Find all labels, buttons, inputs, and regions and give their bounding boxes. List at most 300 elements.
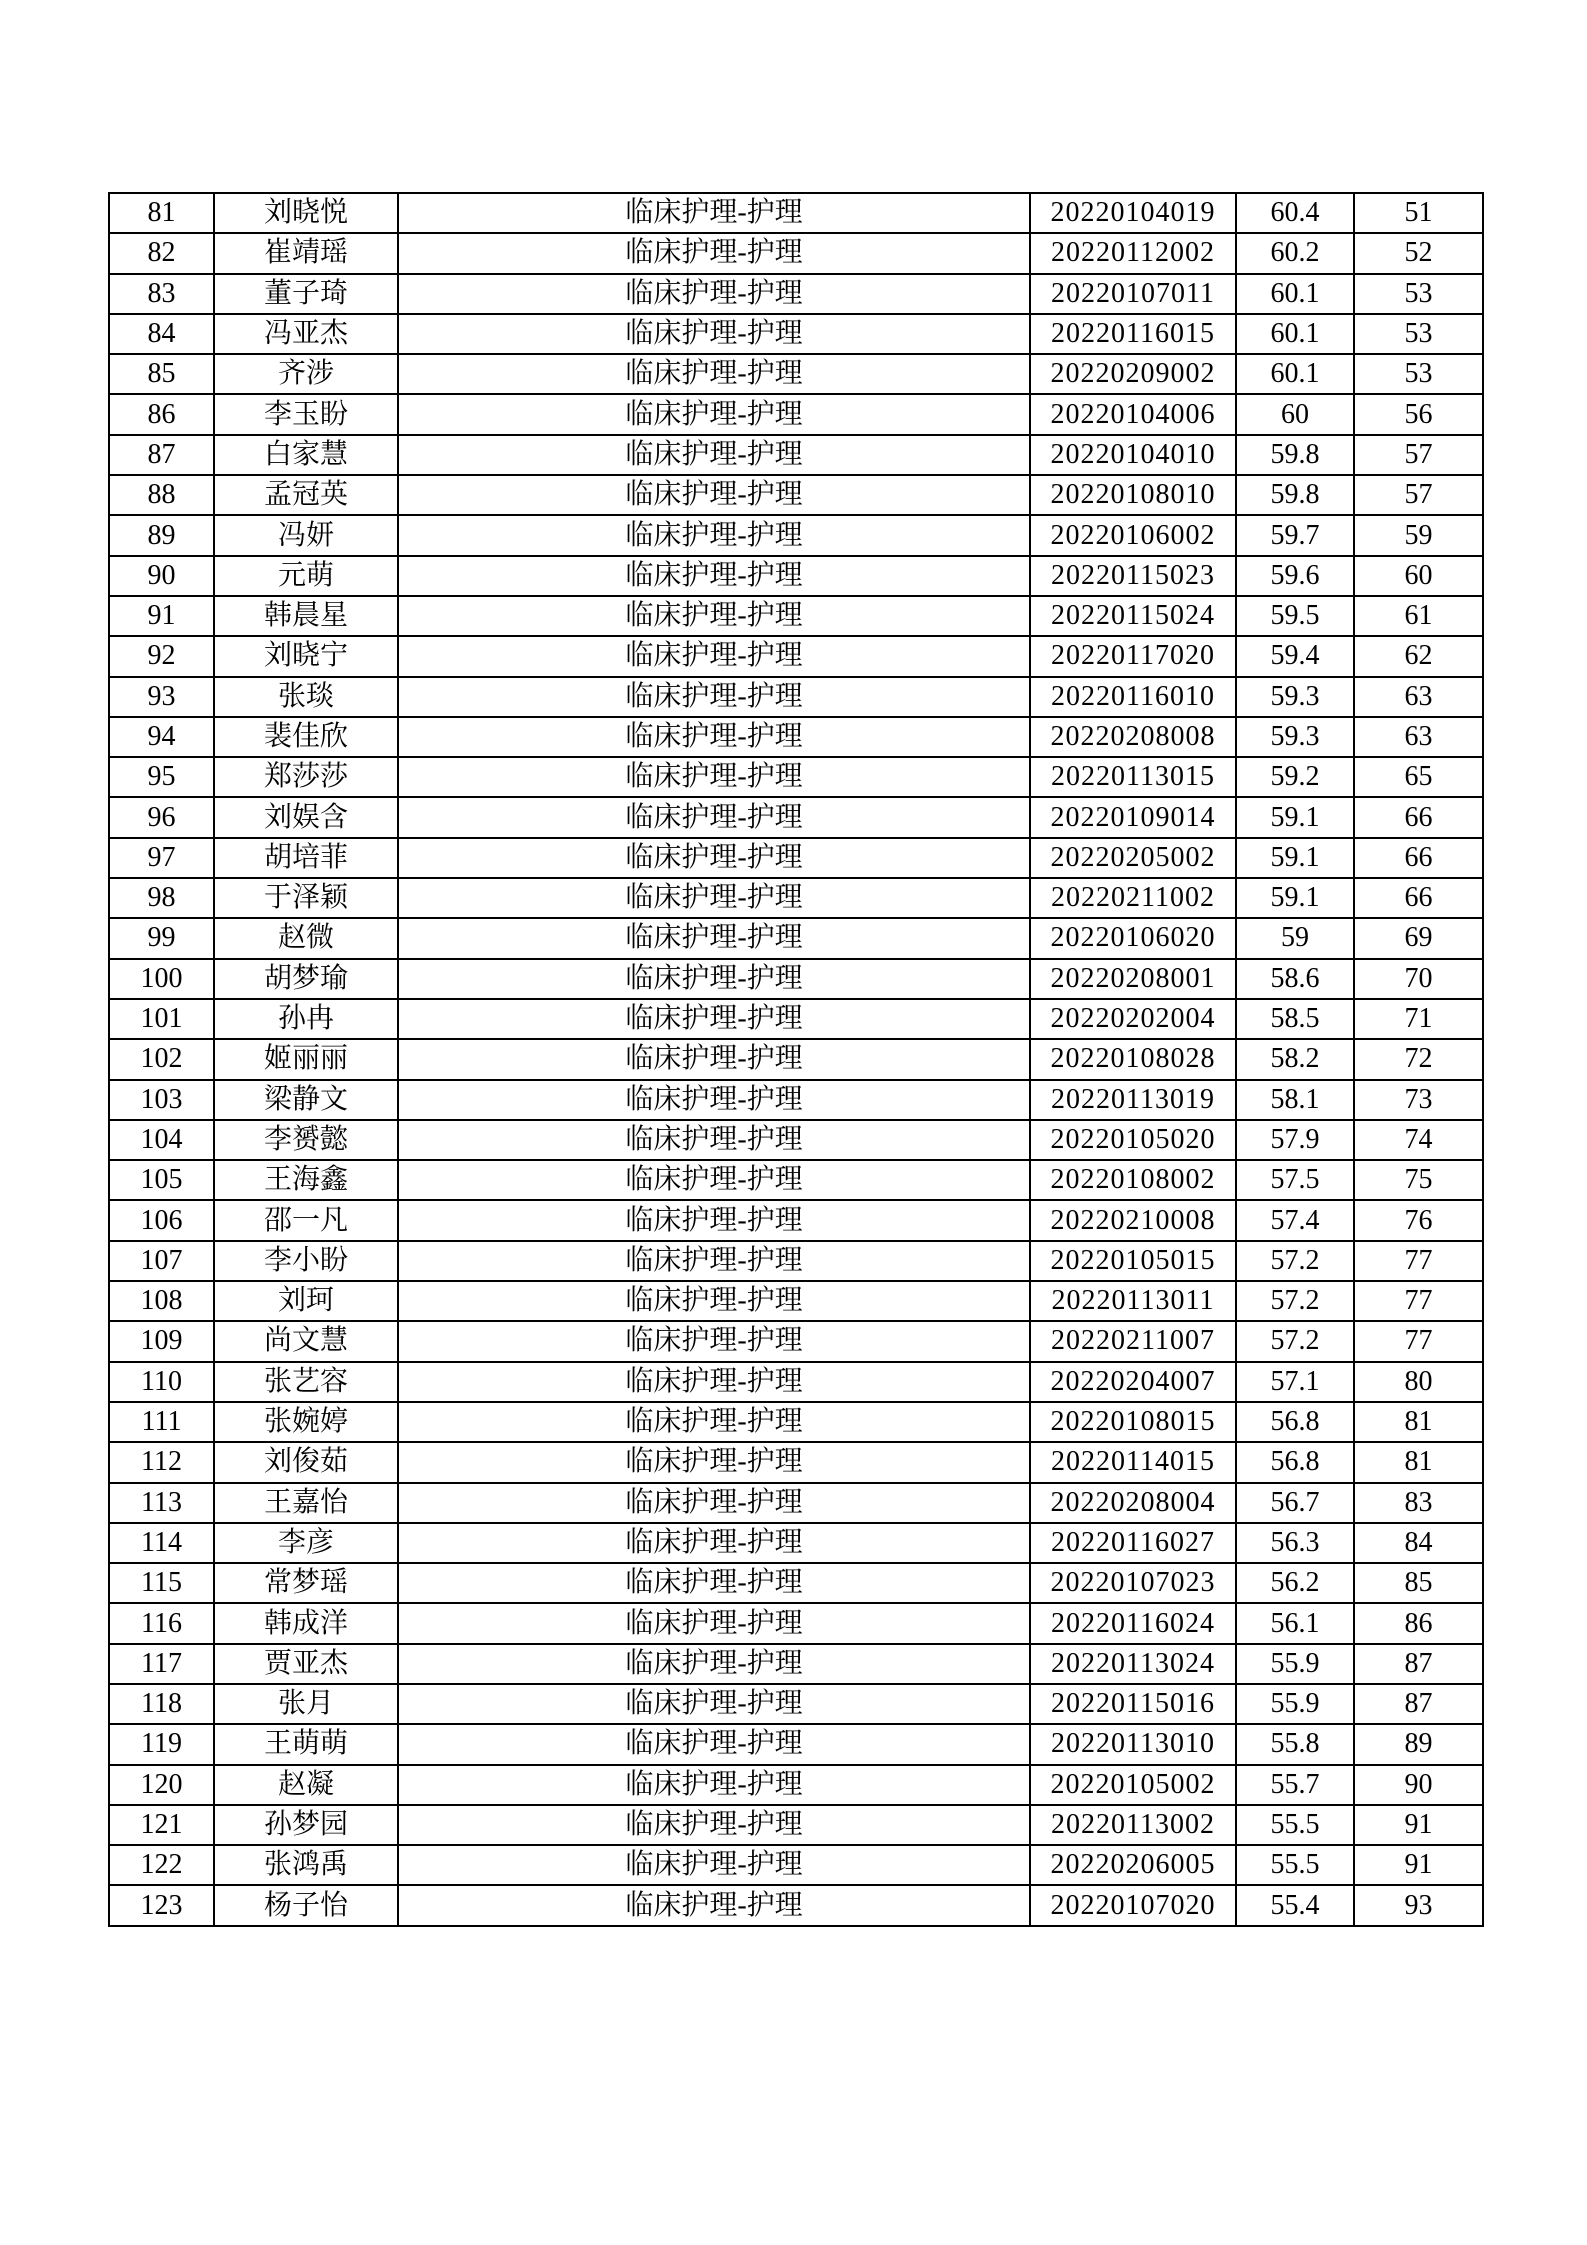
cell-exam-id: 20220115023 <box>1030 556 1236 596</box>
cell-score: 59.3 <box>1236 717 1354 757</box>
table-row <box>109 1483 1483 1523</box>
cell-rank: 91 <box>1354 1845 1483 1885</box>
cell-rank: 69 <box>1354 918 1483 958</box>
cell-index: 94 <box>109 717 214 757</box>
cell-name: 刘娱含 <box>214 797 398 837</box>
table-row <box>109 596 1483 636</box>
cell-rank: 74 <box>1354 1120 1483 1160</box>
cell-rank: 77 <box>1354 1281 1483 1321</box>
cell-name: 孙梦园 <box>214 1805 398 1845</box>
score-table <box>108 192 1484 1927</box>
cell-position: 临床护理-护理 <box>398 838 1030 878</box>
cell-exam-id: 20220108015 <box>1030 1402 1236 1442</box>
cell-index: 82 <box>109 233 214 273</box>
table-row <box>109 1603 1483 1643</box>
cell-position: 临床护理-护理 <box>398 677 1030 717</box>
cell-rank: 75 <box>1354 1160 1483 1200</box>
table-row <box>109 193 1483 233</box>
cell-score: 56.2 <box>1236 1563 1354 1603</box>
cell-name: 赵微 <box>214 918 398 958</box>
cell-position: 临床护理-护理 <box>398 717 1030 757</box>
cell-exam-id: 20220113019 <box>1030 1080 1236 1120</box>
cell-exam-id: 20220206005 <box>1030 1845 1236 1885</box>
cell-score: 59.5 <box>1236 596 1354 636</box>
cell-position: 临床护理-护理 <box>398 1039 1030 1079</box>
table-row <box>109 475 1483 515</box>
cell-rank: 57 <box>1354 435 1483 475</box>
cell-name: 崔靖瑶 <box>214 233 398 273</box>
table-row <box>109 1523 1483 1563</box>
cell-position: 临床护理-护理 <box>398 1845 1030 1885</box>
cell-rank: 63 <box>1354 677 1483 717</box>
cell-name: 张婉婷 <box>214 1402 398 1442</box>
table-row <box>109 636 1483 676</box>
table-row <box>109 1241 1483 1281</box>
cell-position: 临床护理-护理 <box>398 1442 1030 1482</box>
cell-exam-id: 20220202004 <box>1030 999 1236 1039</box>
cell-exam-id: 20220116015 <box>1030 314 1236 354</box>
cell-index: 115 <box>109 1563 214 1603</box>
cell-index: 102 <box>109 1039 214 1079</box>
cell-rank: 59 <box>1354 515 1483 555</box>
cell-score: 60.1 <box>1236 274 1354 314</box>
cell-rank: 87 <box>1354 1684 1483 1724</box>
cell-name: 胡培菲 <box>214 838 398 878</box>
table-row <box>109 999 1483 1039</box>
cell-index: 109 <box>109 1321 214 1361</box>
cell-score: 60.2 <box>1236 233 1354 273</box>
cell-score: 60.1 <box>1236 314 1354 354</box>
table-row <box>109 1805 1483 1845</box>
cell-index: 120 <box>109 1765 214 1805</box>
cell-exam-id: 20220116027 <box>1030 1523 1236 1563</box>
cell-score: 59.6 <box>1236 556 1354 596</box>
cell-position: 临床护理-护理 <box>398 757 1030 797</box>
table-row <box>109 1080 1483 1120</box>
cell-rank: 66 <box>1354 878 1483 918</box>
cell-name: 常梦瑶 <box>214 1563 398 1603</box>
cell-score: 59.2 <box>1236 757 1354 797</box>
cell-position: 临床护理-护理 <box>398 878 1030 918</box>
cell-name: 王海鑫 <box>214 1160 398 1200</box>
cell-index: 99 <box>109 918 214 958</box>
cell-name: 裴佳欣 <box>214 717 398 757</box>
cell-position: 临床护理-护理 <box>398 1080 1030 1120</box>
cell-score: 57.2 <box>1236 1241 1354 1281</box>
cell-position: 临床护理-护理 <box>398 1321 1030 1361</box>
cell-exam-id: 20220115016 <box>1030 1684 1236 1724</box>
table-row <box>109 1442 1483 1482</box>
cell-score: 59.1 <box>1236 838 1354 878</box>
cell-score: 58.5 <box>1236 999 1354 1039</box>
cell-position: 临床护理-护理 <box>398 1885 1030 1925</box>
cell-exam-id: 20220114015 <box>1030 1442 1236 1482</box>
cell-rank: 57 <box>1354 475 1483 515</box>
cell-index: 119 <box>109 1724 214 1764</box>
table-row <box>109 1563 1483 1603</box>
cell-score: 57.5 <box>1236 1160 1354 1200</box>
cell-position: 临床护理-护理 <box>398 636 1030 676</box>
cell-score: 58.1 <box>1236 1080 1354 1120</box>
cell-index: 112 <box>109 1442 214 1482</box>
cell-exam-id: 20220107023 <box>1030 1563 1236 1603</box>
cell-rank: 83 <box>1354 1483 1483 1523</box>
cell-rank: 81 <box>1354 1442 1483 1482</box>
cell-score: 55.4 <box>1236 1885 1354 1925</box>
cell-rank: 77 <box>1354 1321 1483 1361</box>
cell-exam-id: 20220210008 <box>1030 1200 1236 1240</box>
cell-name: 杨子怡 <box>214 1885 398 1925</box>
cell-rank: 53 <box>1354 314 1483 354</box>
cell-score: 55.8 <box>1236 1724 1354 1764</box>
cell-score: 56.8 <box>1236 1402 1354 1442</box>
cell-name: 冯亚杰 <box>214 314 398 354</box>
cell-score: 59 <box>1236 918 1354 958</box>
cell-name: 胡梦瑜 <box>214 959 398 999</box>
cell-index: 103 <box>109 1080 214 1120</box>
table-row <box>109 1885 1483 1925</box>
cell-rank: 93 <box>1354 1885 1483 1925</box>
cell-exam-id: 20220208008 <box>1030 717 1236 757</box>
cell-index: 121 <box>109 1805 214 1845</box>
cell-index: 106 <box>109 1200 214 1240</box>
table-row <box>109 878 1483 918</box>
cell-rank: 61 <box>1354 596 1483 636</box>
cell-score: 57.1 <box>1236 1362 1354 1402</box>
table-row <box>109 314 1483 354</box>
cell-name: 郑莎莎 <box>214 757 398 797</box>
cell-index: 96 <box>109 797 214 837</box>
table-row <box>109 1765 1483 1805</box>
cell-position: 临床护理-护理 <box>398 1120 1030 1160</box>
cell-position: 临床护理-护理 <box>398 1281 1030 1321</box>
cell-position: 临床护理-护理 <box>398 1362 1030 1402</box>
cell-index: 108 <box>109 1281 214 1321</box>
cell-position: 临床护理-护理 <box>398 354 1030 394</box>
cell-rank: 56 <box>1354 394 1483 434</box>
cell-name: 王嘉怡 <box>214 1483 398 1523</box>
cell-position: 临床护理-护理 <box>398 596 1030 636</box>
cell-index: 91 <box>109 596 214 636</box>
table-row <box>109 1039 1483 1079</box>
table-row <box>109 515 1483 555</box>
cell-rank: 87 <box>1354 1644 1483 1684</box>
cell-name: 元萌 <box>214 556 398 596</box>
cell-exam-id: 20220116024 <box>1030 1603 1236 1643</box>
table-row <box>109 1160 1483 1200</box>
cell-position: 临床护理-护理 <box>398 959 1030 999</box>
cell-position: 临床护理-护理 <box>398 1241 1030 1281</box>
cell-score: 57.9 <box>1236 1120 1354 1160</box>
cell-position: 临床护理-护理 <box>398 1200 1030 1240</box>
cell-score: 59.7 <box>1236 515 1354 555</box>
cell-rank: 65 <box>1354 757 1483 797</box>
cell-index: 92 <box>109 636 214 676</box>
table-row <box>109 274 1483 314</box>
cell-position: 临床护理-护理 <box>398 1765 1030 1805</box>
cell-name: 韩成洋 <box>214 1603 398 1643</box>
cell-index: 87 <box>109 435 214 475</box>
cell-index: 84 <box>109 314 214 354</box>
cell-position: 临床护理-护理 <box>398 1563 1030 1603</box>
cell-rank: 66 <box>1354 838 1483 878</box>
cell-position: 临床护理-护理 <box>398 1805 1030 1845</box>
cell-index: 85 <box>109 354 214 394</box>
cell-index: 110 <box>109 1362 214 1402</box>
cell-score: 55.5 <box>1236 1845 1354 1885</box>
cell-rank: 77 <box>1354 1241 1483 1281</box>
cell-score: 56.7 <box>1236 1483 1354 1523</box>
cell-score: 55.9 <box>1236 1644 1354 1684</box>
table-row <box>109 1281 1483 1321</box>
cell-score: 60.1 <box>1236 354 1354 394</box>
cell-index: 104 <box>109 1120 214 1160</box>
cell-rank: 52 <box>1354 233 1483 273</box>
cell-index: 118 <box>109 1684 214 1724</box>
cell-exam-id: 20220104019 <box>1030 193 1236 233</box>
table-row <box>109 838 1483 878</box>
cell-name: 张月 <box>214 1684 398 1724</box>
cell-position: 临床护理-护理 <box>398 314 1030 354</box>
table-row <box>109 435 1483 475</box>
cell-index: 113 <box>109 1483 214 1523</box>
table-row <box>109 959 1483 999</box>
cell-name: 刘晓悦 <box>214 193 398 233</box>
cell-exam-id: 20220211002 <box>1030 878 1236 918</box>
cell-name: 贾亚杰 <box>214 1644 398 1684</box>
cell-index: 100 <box>109 959 214 999</box>
cell-index: 101 <box>109 999 214 1039</box>
cell-name: 张艺容 <box>214 1362 398 1402</box>
cell-exam-id: 20220208004 <box>1030 1483 1236 1523</box>
cell-name: 尚文慧 <box>214 1321 398 1361</box>
cell-exam-id: 20220106020 <box>1030 918 1236 958</box>
cell-name: 王萌萌 <box>214 1724 398 1764</box>
cell-score: 58.6 <box>1236 959 1354 999</box>
table-row <box>109 1402 1483 1442</box>
cell-score: 55.5 <box>1236 1805 1354 1845</box>
table-row <box>109 1684 1483 1724</box>
cell-exam-id: 20220105020 <box>1030 1120 1236 1160</box>
cell-exam-id: 20220113015 <box>1030 757 1236 797</box>
cell-position: 临床护理-护理 <box>398 556 1030 596</box>
cell-exam-id: 20220113010 <box>1030 1724 1236 1764</box>
cell-score: 59.3 <box>1236 677 1354 717</box>
cell-score: 59.1 <box>1236 797 1354 837</box>
cell-name: 刘晓宁 <box>214 636 398 676</box>
cell-exam-id: 20220108028 <box>1030 1039 1236 1079</box>
cell-index: 93 <box>109 677 214 717</box>
cell-rank: 86 <box>1354 1603 1483 1643</box>
cell-exam-id: 20220117020 <box>1030 636 1236 676</box>
cell-position: 临床护理-护理 <box>398 435 1030 475</box>
cell-position: 临床护理-护理 <box>398 918 1030 958</box>
cell-position: 临床护理-护理 <box>398 193 1030 233</box>
cell-name: 孙冉 <box>214 999 398 1039</box>
table-row <box>109 1644 1483 1684</box>
cell-position: 临床护理-护理 <box>398 1402 1030 1442</box>
cell-rank: 71 <box>1354 999 1483 1039</box>
cell-rank: 53 <box>1354 274 1483 314</box>
cell-position: 临床护理-护理 <box>398 1603 1030 1643</box>
table-row <box>109 717 1483 757</box>
cell-rank: 53 <box>1354 354 1483 394</box>
cell-name: 齐涉 <box>214 354 398 394</box>
cell-name: 梁静文 <box>214 1080 398 1120</box>
cell-name: 张琰 <box>214 677 398 717</box>
cell-score: 58.2 <box>1236 1039 1354 1079</box>
cell-exam-id: 20220107011 <box>1030 274 1236 314</box>
cell-exam-id: 20220107020 <box>1030 1885 1236 1925</box>
cell-exam-id: 20220113002 <box>1030 1805 1236 1845</box>
cell-index: 86 <box>109 394 214 434</box>
cell-index: 89 <box>109 515 214 555</box>
cell-index: 81 <box>109 193 214 233</box>
cell-position: 临床护理-护理 <box>398 999 1030 1039</box>
cell-name: 韩晨星 <box>214 596 398 636</box>
cell-exam-id: 20220105002 <box>1030 1765 1236 1805</box>
cell-name: 李小盼 <box>214 1241 398 1281</box>
table-row <box>109 1362 1483 1402</box>
cell-position: 临床护理-护理 <box>398 1684 1030 1724</box>
cell-position: 临床护理-护理 <box>398 394 1030 434</box>
cell-rank: 63 <box>1354 717 1483 757</box>
cell-position: 临床护理-护理 <box>398 797 1030 837</box>
cell-rank: 51 <box>1354 193 1483 233</box>
cell-exam-id: 20220115024 <box>1030 596 1236 636</box>
cell-name: 于泽颖 <box>214 878 398 918</box>
cell-rank: 60 <box>1354 556 1483 596</box>
cell-index: 90 <box>109 556 214 596</box>
cell-rank: 84 <box>1354 1523 1483 1563</box>
cell-rank: 89 <box>1354 1724 1483 1764</box>
cell-position: 临床护理-护理 <box>398 515 1030 555</box>
cell-exam-id: 20220104006 <box>1030 394 1236 434</box>
cell-rank: 91 <box>1354 1805 1483 1845</box>
cell-score: 56.3 <box>1236 1523 1354 1563</box>
cell-exam-id: 20220116010 <box>1030 677 1236 717</box>
cell-position: 临床护理-护理 <box>398 1160 1030 1200</box>
cell-exam-id: 20220211007 <box>1030 1321 1236 1361</box>
table-body <box>109 193 1483 1926</box>
cell-name: 李玉盼 <box>214 394 398 434</box>
cell-score: 59.8 <box>1236 435 1354 475</box>
cell-score: 55.9 <box>1236 1684 1354 1724</box>
cell-exam-id: 20220113024 <box>1030 1644 1236 1684</box>
cell-exam-id: 20220108010 <box>1030 475 1236 515</box>
cell-position: 临床护理-护理 <box>398 233 1030 273</box>
cell-score: 56.8 <box>1236 1442 1354 1482</box>
cell-rank: 72 <box>1354 1039 1483 1079</box>
cell-name: 张鸿禹 <box>214 1845 398 1885</box>
cell-exam-id: 20220104010 <box>1030 435 1236 475</box>
table-row <box>109 556 1483 596</box>
cell-score: 60 <box>1236 394 1354 434</box>
cell-rank: 66 <box>1354 797 1483 837</box>
cell-name: 赵凝 <box>214 1765 398 1805</box>
cell-rank: 70 <box>1354 959 1483 999</box>
cell-index: 114 <box>109 1523 214 1563</box>
table-row <box>109 1724 1483 1764</box>
cell-index: 98 <box>109 878 214 918</box>
cell-index: 116 <box>109 1603 214 1643</box>
cell-name: 姬丽丽 <box>214 1039 398 1079</box>
cell-position: 临床护理-护理 <box>398 274 1030 314</box>
cell-position: 临床护理-护理 <box>398 475 1030 515</box>
cell-index: 88 <box>109 475 214 515</box>
cell-score: 59.4 <box>1236 636 1354 676</box>
cell-name: 李赟懿 <box>214 1120 398 1160</box>
cell-rank: 80 <box>1354 1362 1483 1402</box>
table-row <box>109 1200 1483 1240</box>
cell-rank: 81 <box>1354 1402 1483 1442</box>
table-row <box>109 677 1483 717</box>
cell-score: 56.1 <box>1236 1603 1354 1643</box>
cell-exam-id: 20220109014 <box>1030 797 1236 837</box>
cell-score: 55.7 <box>1236 1765 1354 1805</box>
cell-exam-id: 20220106002 <box>1030 515 1236 555</box>
cell-exam-id: 20220112002 <box>1030 233 1236 273</box>
table-row <box>109 394 1483 434</box>
table-row <box>109 797 1483 837</box>
cell-name: 李彦 <box>214 1523 398 1563</box>
table-row <box>109 233 1483 273</box>
cell-score: 57.4 <box>1236 1200 1354 1240</box>
cell-index: 111 <box>109 1402 214 1442</box>
cell-exam-id: 20220105015 <box>1030 1241 1236 1281</box>
table-row <box>109 918 1483 958</box>
cell-score: 57.2 <box>1236 1321 1354 1361</box>
cell-exam-id: 20220209002 <box>1030 354 1236 394</box>
table-row <box>109 1321 1483 1361</box>
cell-rank: 73 <box>1354 1080 1483 1120</box>
cell-index: 95 <box>109 757 214 797</box>
cell-score: 57.2 <box>1236 1281 1354 1321</box>
cell-name: 冯妍 <box>214 515 398 555</box>
cell-score: 59.8 <box>1236 475 1354 515</box>
cell-index: 123 <box>109 1885 214 1925</box>
cell-name: 董子琦 <box>214 274 398 314</box>
cell-rank: 85 <box>1354 1563 1483 1603</box>
cell-position: 临床护理-护理 <box>398 1724 1030 1764</box>
cell-exam-id: 20220113011 <box>1030 1281 1236 1321</box>
cell-index: 122 <box>109 1845 214 1885</box>
cell-rank: 62 <box>1354 636 1483 676</box>
cell-position: 临床护理-护理 <box>398 1644 1030 1684</box>
cell-index: 117 <box>109 1644 214 1684</box>
cell-index: 97 <box>109 838 214 878</box>
cell-name: 刘珂 <box>214 1281 398 1321</box>
cell-index: 83 <box>109 274 214 314</box>
cell-name: 孟冠英 <box>214 475 398 515</box>
cell-score: 59.1 <box>1236 878 1354 918</box>
cell-name: 刘俊茹 <box>214 1442 398 1482</box>
table-row <box>109 757 1483 797</box>
cell-rank: 76 <box>1354 1200 1483 1240</box>
table-row <box>109 354 1483 394</box>
cell-rank: 90 <box>1354 1765 1483 1805</box>
cell-index: 107 <box>109 1241 214 1281</box>
cell-exam-id: 20220204007 <box>1030 1362 1236 1402</box>
table-row <box>109 1120 1483 1160</box>
cell-position: 临床护理-护理 <box>398 1523 1030 1563</box>
cell-exam-id: 20220205002 <box>1030 838 1236 878</box>
table-row <box>109 1845 1483 1885</box>
cell-exam-id: 20220108002 <box>1030 1160 1236 1200</box>
cell-score: 60.4 <box>1236 193 1354 233</box>
cell-exam-id: 20220208001 <box>1030 959 1236 999</box>
cell-name: 邵一凡 <box>214 1200 398 1240</box>
